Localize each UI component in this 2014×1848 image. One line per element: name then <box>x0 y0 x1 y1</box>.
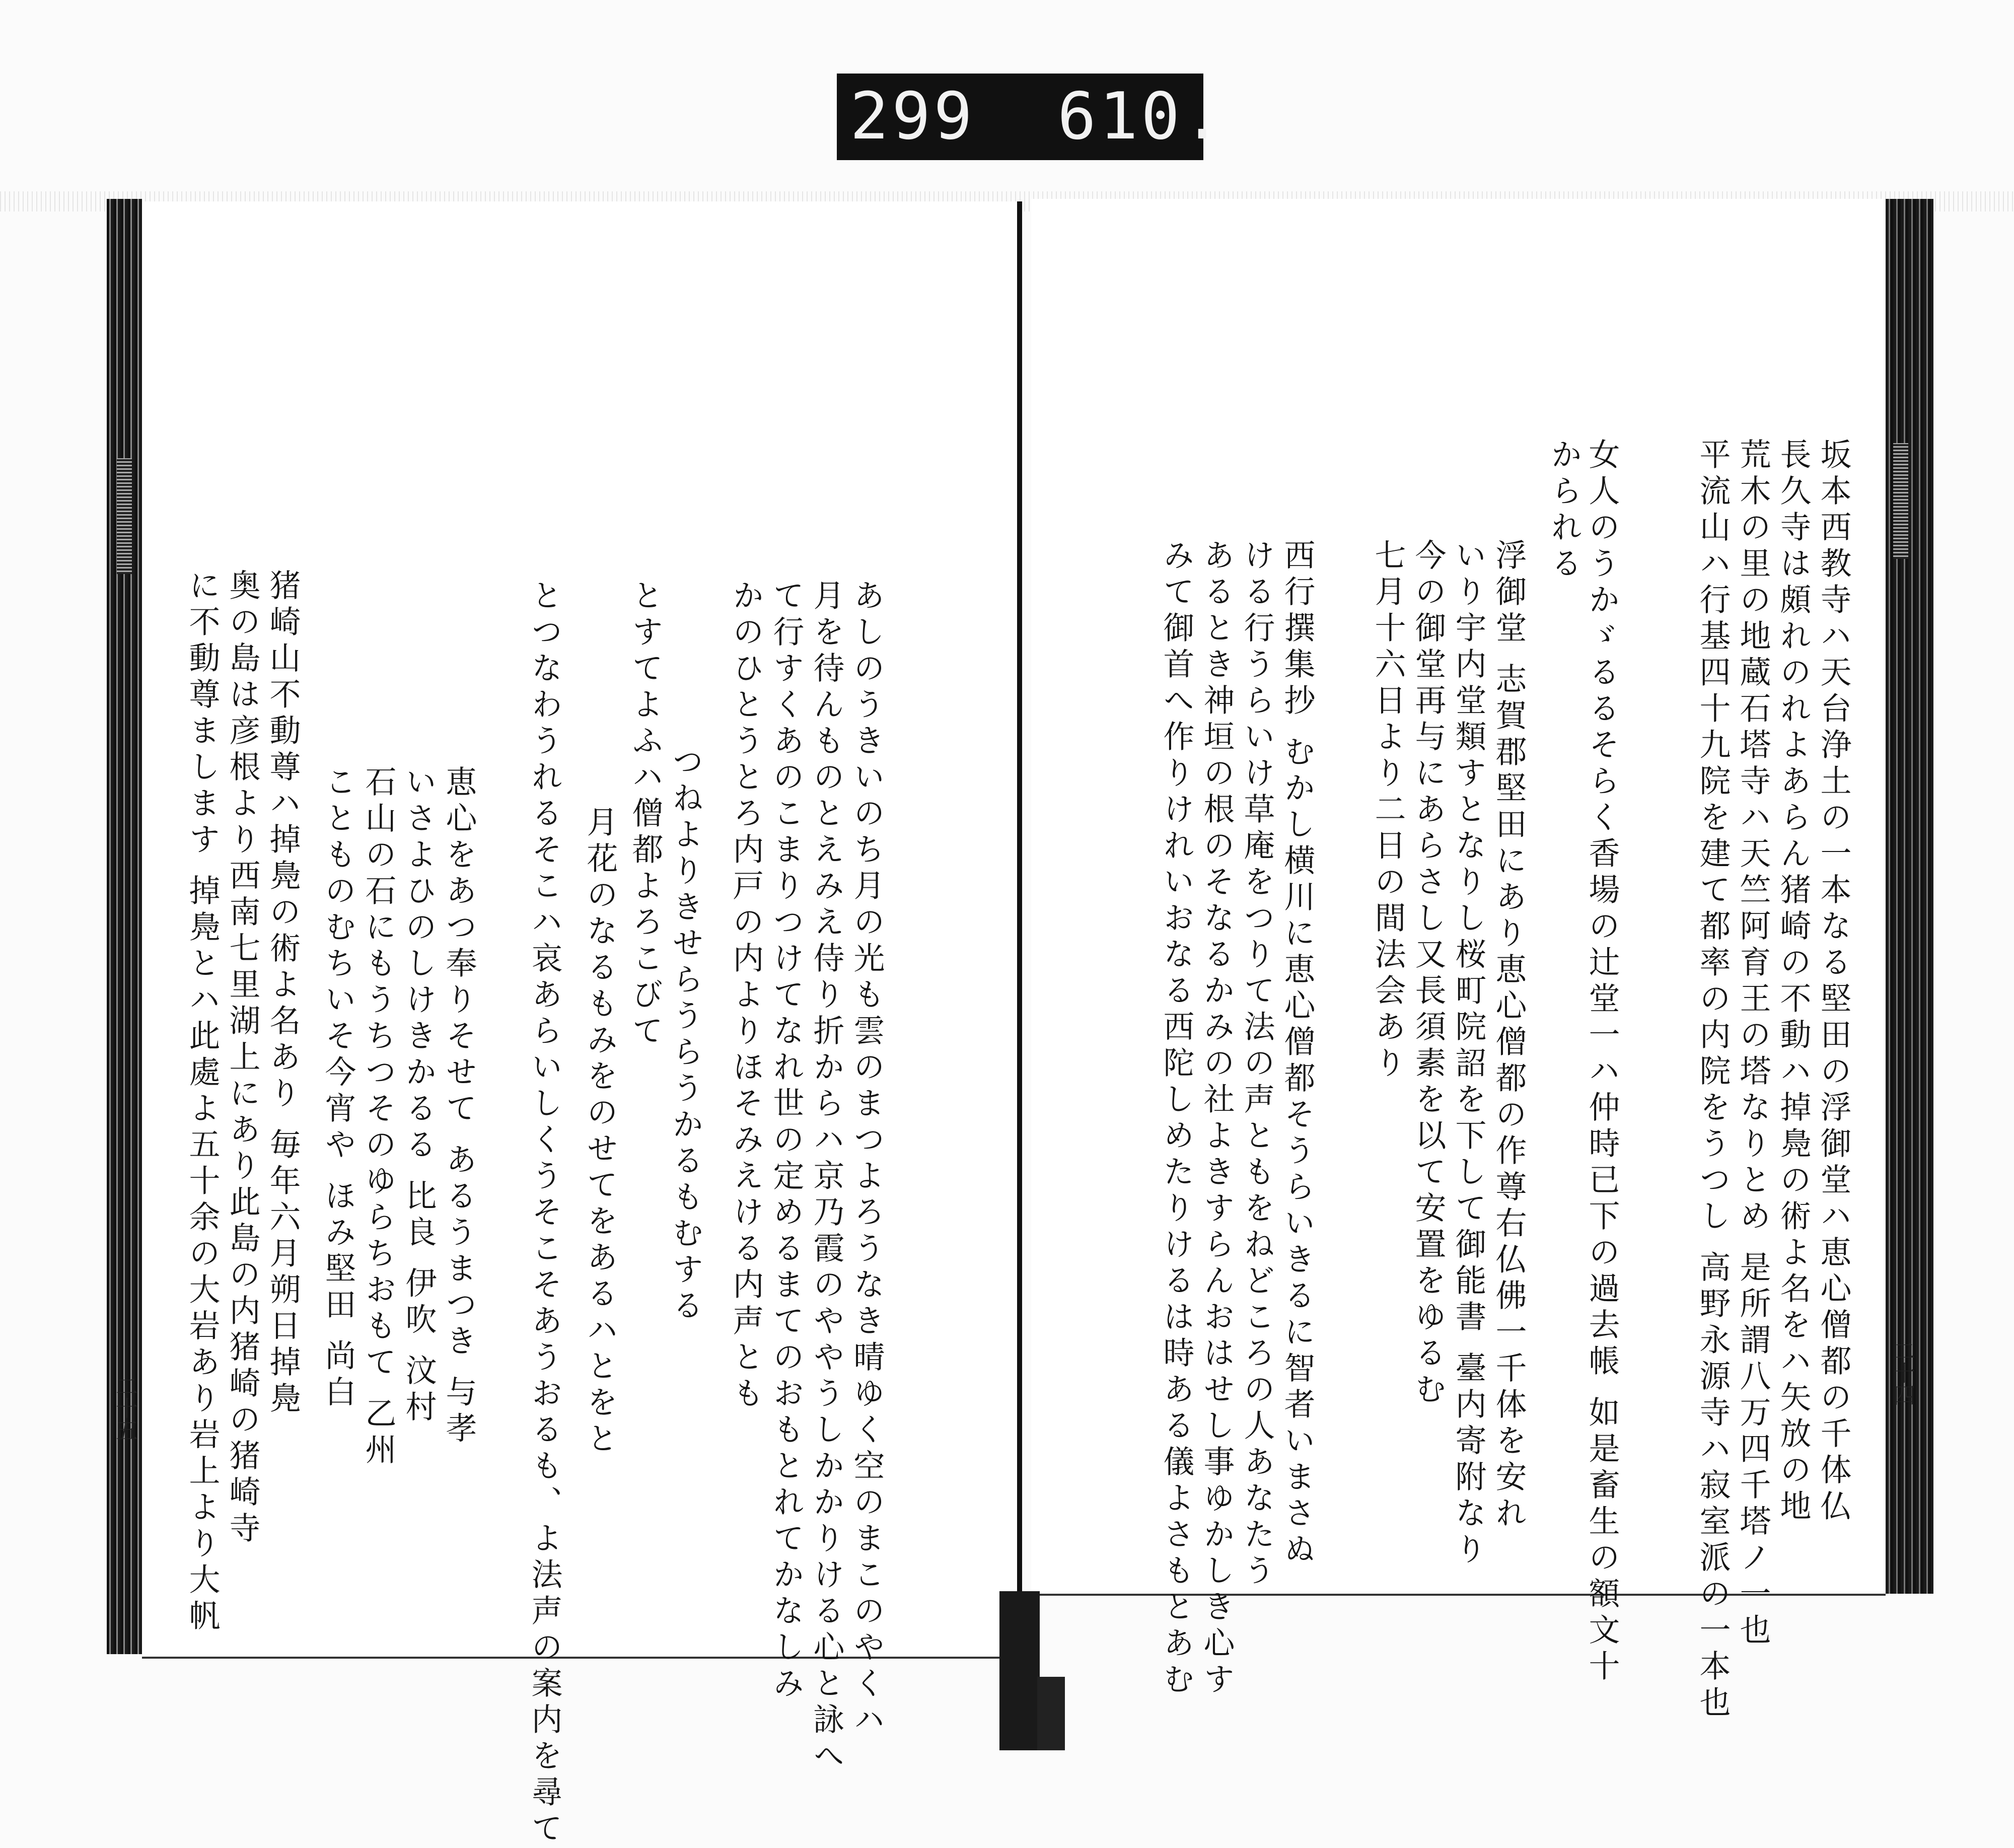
right-folio: 二十四 <box>1889 1339 1915 1406</box>
left-col-14: 奥の島は彦根より西南七里湖上にあり此島の内猪崎の猪崎寺 <box>224 569 261 1548</box>
left-col-10: いさよひのしけきかるる 比良 伊吹 汶村 <box>400 765 437 1427</box>
left-col-2: 月を待んものとえみえ侍り折からハ京乃霞のややうしかかりける心と詠へ <box>808 579 845 1775</box>
left-col-8: とつなわうれるそこハ哀あらいしくうそこそあうおるも、よ法声の案内を尋て <box>526 579 563 1848</box>
left-col-5: つねよりきせらうらうかるもむする <box>667 745 704 1325</box>
left-col-3: て行すくあのこまりつけてなれ世の定めるまてのおもとれてかなしみ <box>768 579 805 1703</box>
right-col-3: 荒木の里の地蔵石塔寺ハ天竺阿育王の塔なりとめ 是所謂八万四千塔ノ一也 <box>1735 438 1771 1650</box>
left-col-9: 恵心をあつ奉りそせて あるうまつき 与孝 <box>441 765 477 1448</box>
right-col-10: 七月十六日より二日の間法会あり <box>1370 539 1406 1083</box>
spine-tab-lower <box>1037 1677 1065 1750</box>
left-col-1: あしのうきいのち月の光も雲のまつよろうなき晴ゆく空のまこのやくハ <box>848 579 885 1739</box>
right-col-9: 今の御堂再与にあらさし又長須素を以て安置をゆるむ <box>1410 539 1447 1409</box>
left-col-4: かのひとうとろ内戸の内よりほそみえける内声とも <box>728 579 764 1413</box>
right-edge-folio-mark <box>1893 443 1908 559</box>
left-col-12: ことものむちいそ今宵や ほみ堅田 尚白 <box>320 765 356 1412</box>
left-col-7: 月花のなるもみをのせてをあるハとをと <box>582 806 618 1458</box>
right-col-2: 長久寺は頗れのれよあらん猪崎の不動ハ掉鳧の術よ名をハ矢放の地 <box>1775 438 1812 1526</box>
left-col-13: 猪崎山不動尊ハ掉鳧の術よ名あり 毎年六月朔日掉鳧 <box>264 569 301 1418</box>
book-spine <box>1017 201 1022 1606</box>
right-col-4: 平流山ハ行基四十九院を建て都率の内院をうつし 高野永源寺ハ寂室派の一本也 <box>1694 438 1731 1722</box>
right-col-5: 女人のうかゞるるそらく香場の辻堂一ハ仲時已下の過去帳 如是畜生の額文十 <box>1584 438 1620 1686</box>
right-col-11: 西行撰集抄 むかし横川に恵心僧都そうらいきるに智者いまさぬ <box>1279 539 1316 1569</box>
right-col-14: みて御首へ作りけれいおなる西陀しめたりけるは時ある儀よさもとあむ <box>1158 539 1195 1699</box>
right-col-1: 坂本西教寺ハ天台浄土の一本なる堅田の浮御堂ハ恵心僧都の千体仏 <box>1815 438 1852 1526</box>
right-col-8: いり宇内堂類すとなりし桜町院詔を下して御能書 臺内寄附なり <box>1450 539 1487 1569</box>
frame-number-right: 610. <box>1057 79 1225 154</box>
right-col-7: 浮御堂 志賀郡堅田にあり恵心僧都の作尊右仏佛一千体を安れ <box>1490 539 1527 1533</box>
spine-tab <box>999 1591 1040 1750</box>
frame-number-label <box>837 74 1225 160</box>
right-col-13: あるとき神垣の根のそなるかみの社よきすらんおはせし事ゆかしき心す <box>1198 539 1235 1699</box>
left-folio: 二十五 <box>112 1375 137 1441</box>
left-col-6: とすてよふハ僧都よろこびて <box>627 579 664 1050</box>
left-col-15: に不動尊まします 掉鳧とハ此處よ五十余の大岩あり岩上より大帆 <box>184 569 221 1636</box>
right-col-6: かられる <box>1546 438 1583 583</box>
left-col-11: 石山の石にもうちつそのゆらちおもて 乙州 <box>360 765 397 1469</box>
frame-number-left: 299 <box>850 79 976 154</box>
left-edge-folio-mark <box>117 458 132 574</box>
right-col-12: ける行うらいけ草庵をつりて法の声ともをねどころの人あなたう <box>1239 539 1275 1590</box>
